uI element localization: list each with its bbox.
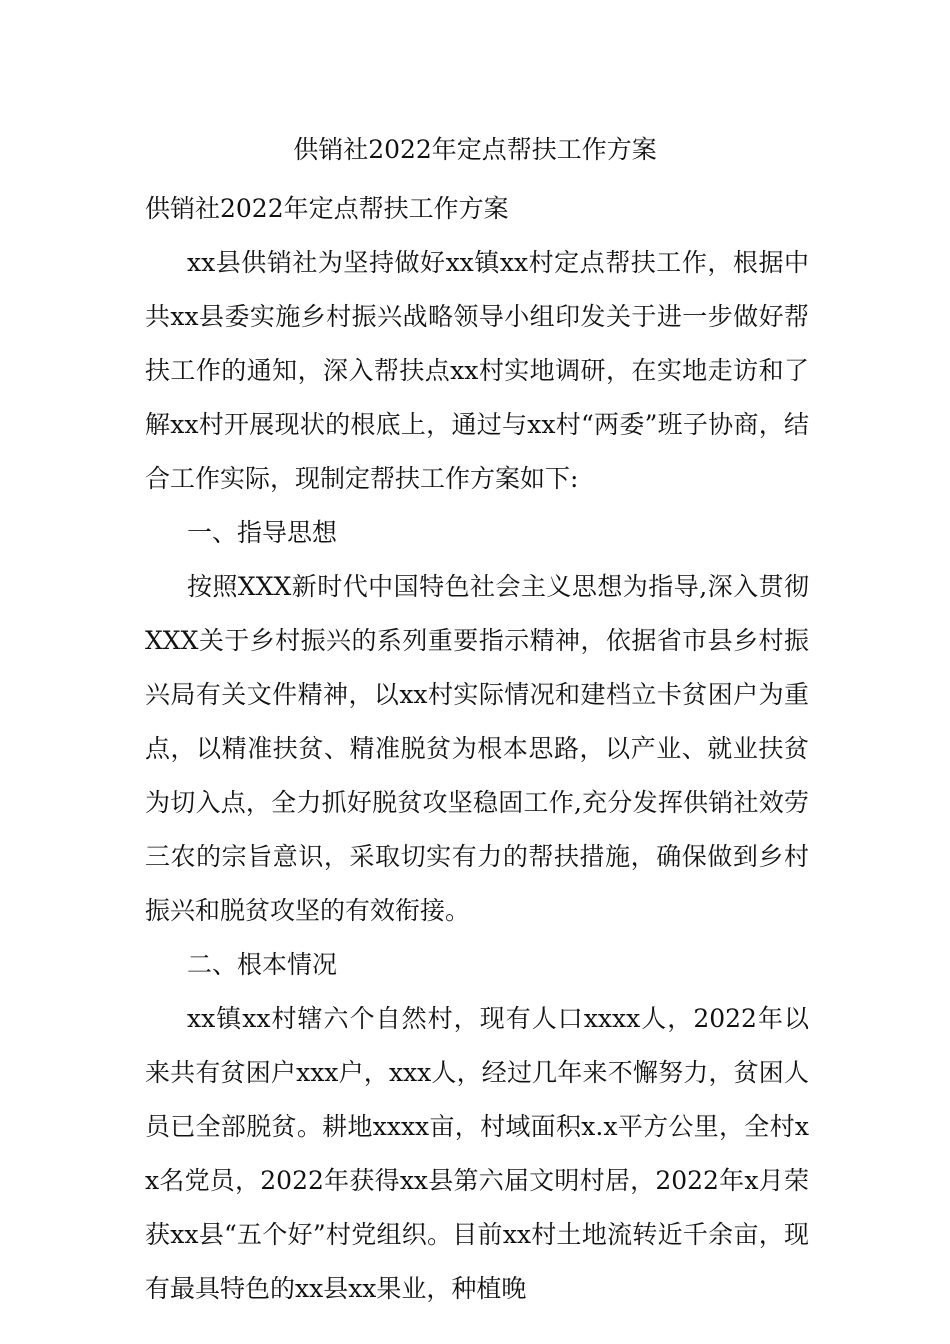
section-heading-basic-situation: 二、根本情况 <box>187 950 338 979</box>
section-body-basic-situation: xx镇xx村辖六个自然村，现有人口xxxx人，2022年以来共有贫困户xxx户，xxx人，经过几年来不懈努力，贫困人员已全部脱贫。耕地xxxx亩，村域面积x.x平方公里，全村xx名党员，2022年获得xx县第六届文明村居，2022年x月荣获xx县“五个好”村党组织。目前xx村土地流转近千余亩，现有最具特色的xx县xx果业，种植晚 <box>145 1004 809 1303</box>
section-body-guiding-ideology: 按照XXX新时代中国特色社会主义思想为指导,深入贯彻XXX关于乡村振兴的系列重要指示精神，依据省市县乡村振兴局有关文件精神，以xx村实际情况和建档立卡贫困户为重点，以精准扶贫、精准脱贫为根本思路，以产业、就业扶贫为切入点，全力抓好脱贫攻坚稳固工作,充分发挥供销社效劳三农的宗旨意识，采取切实有力的帮扶措施，确保做到乡村振兴和脱贫攻坚的有效衔接。 <box>145 572 809 925</box>
document-title: 供销社2022年定点帮扶工作方案 <box>293 135 657 164</box>
document-body <box>145 182 809 1316</box>
section-heading-guiding-ideology: 一、指导思想 <box>187 518 338 547</box>
document-subtitle: 供销社2022年定点帮扶工作方案 <box>145 194 509 223</box>
intro-paragraph: xx县供销社为坚持做好xx镇xx村定点帮扶工作，根据中共xx县委实施乡村振兴战略领导小组印发关于进一步做好帮扶工作的通知，深入帮扶点xx村实地调研，在实地走访和了解xx村开展现状的根底上，通过与xx村“两委”班子协商，结合工作实际，现制定帮扶工作方案如下: <box>145 248 809 493</box>
